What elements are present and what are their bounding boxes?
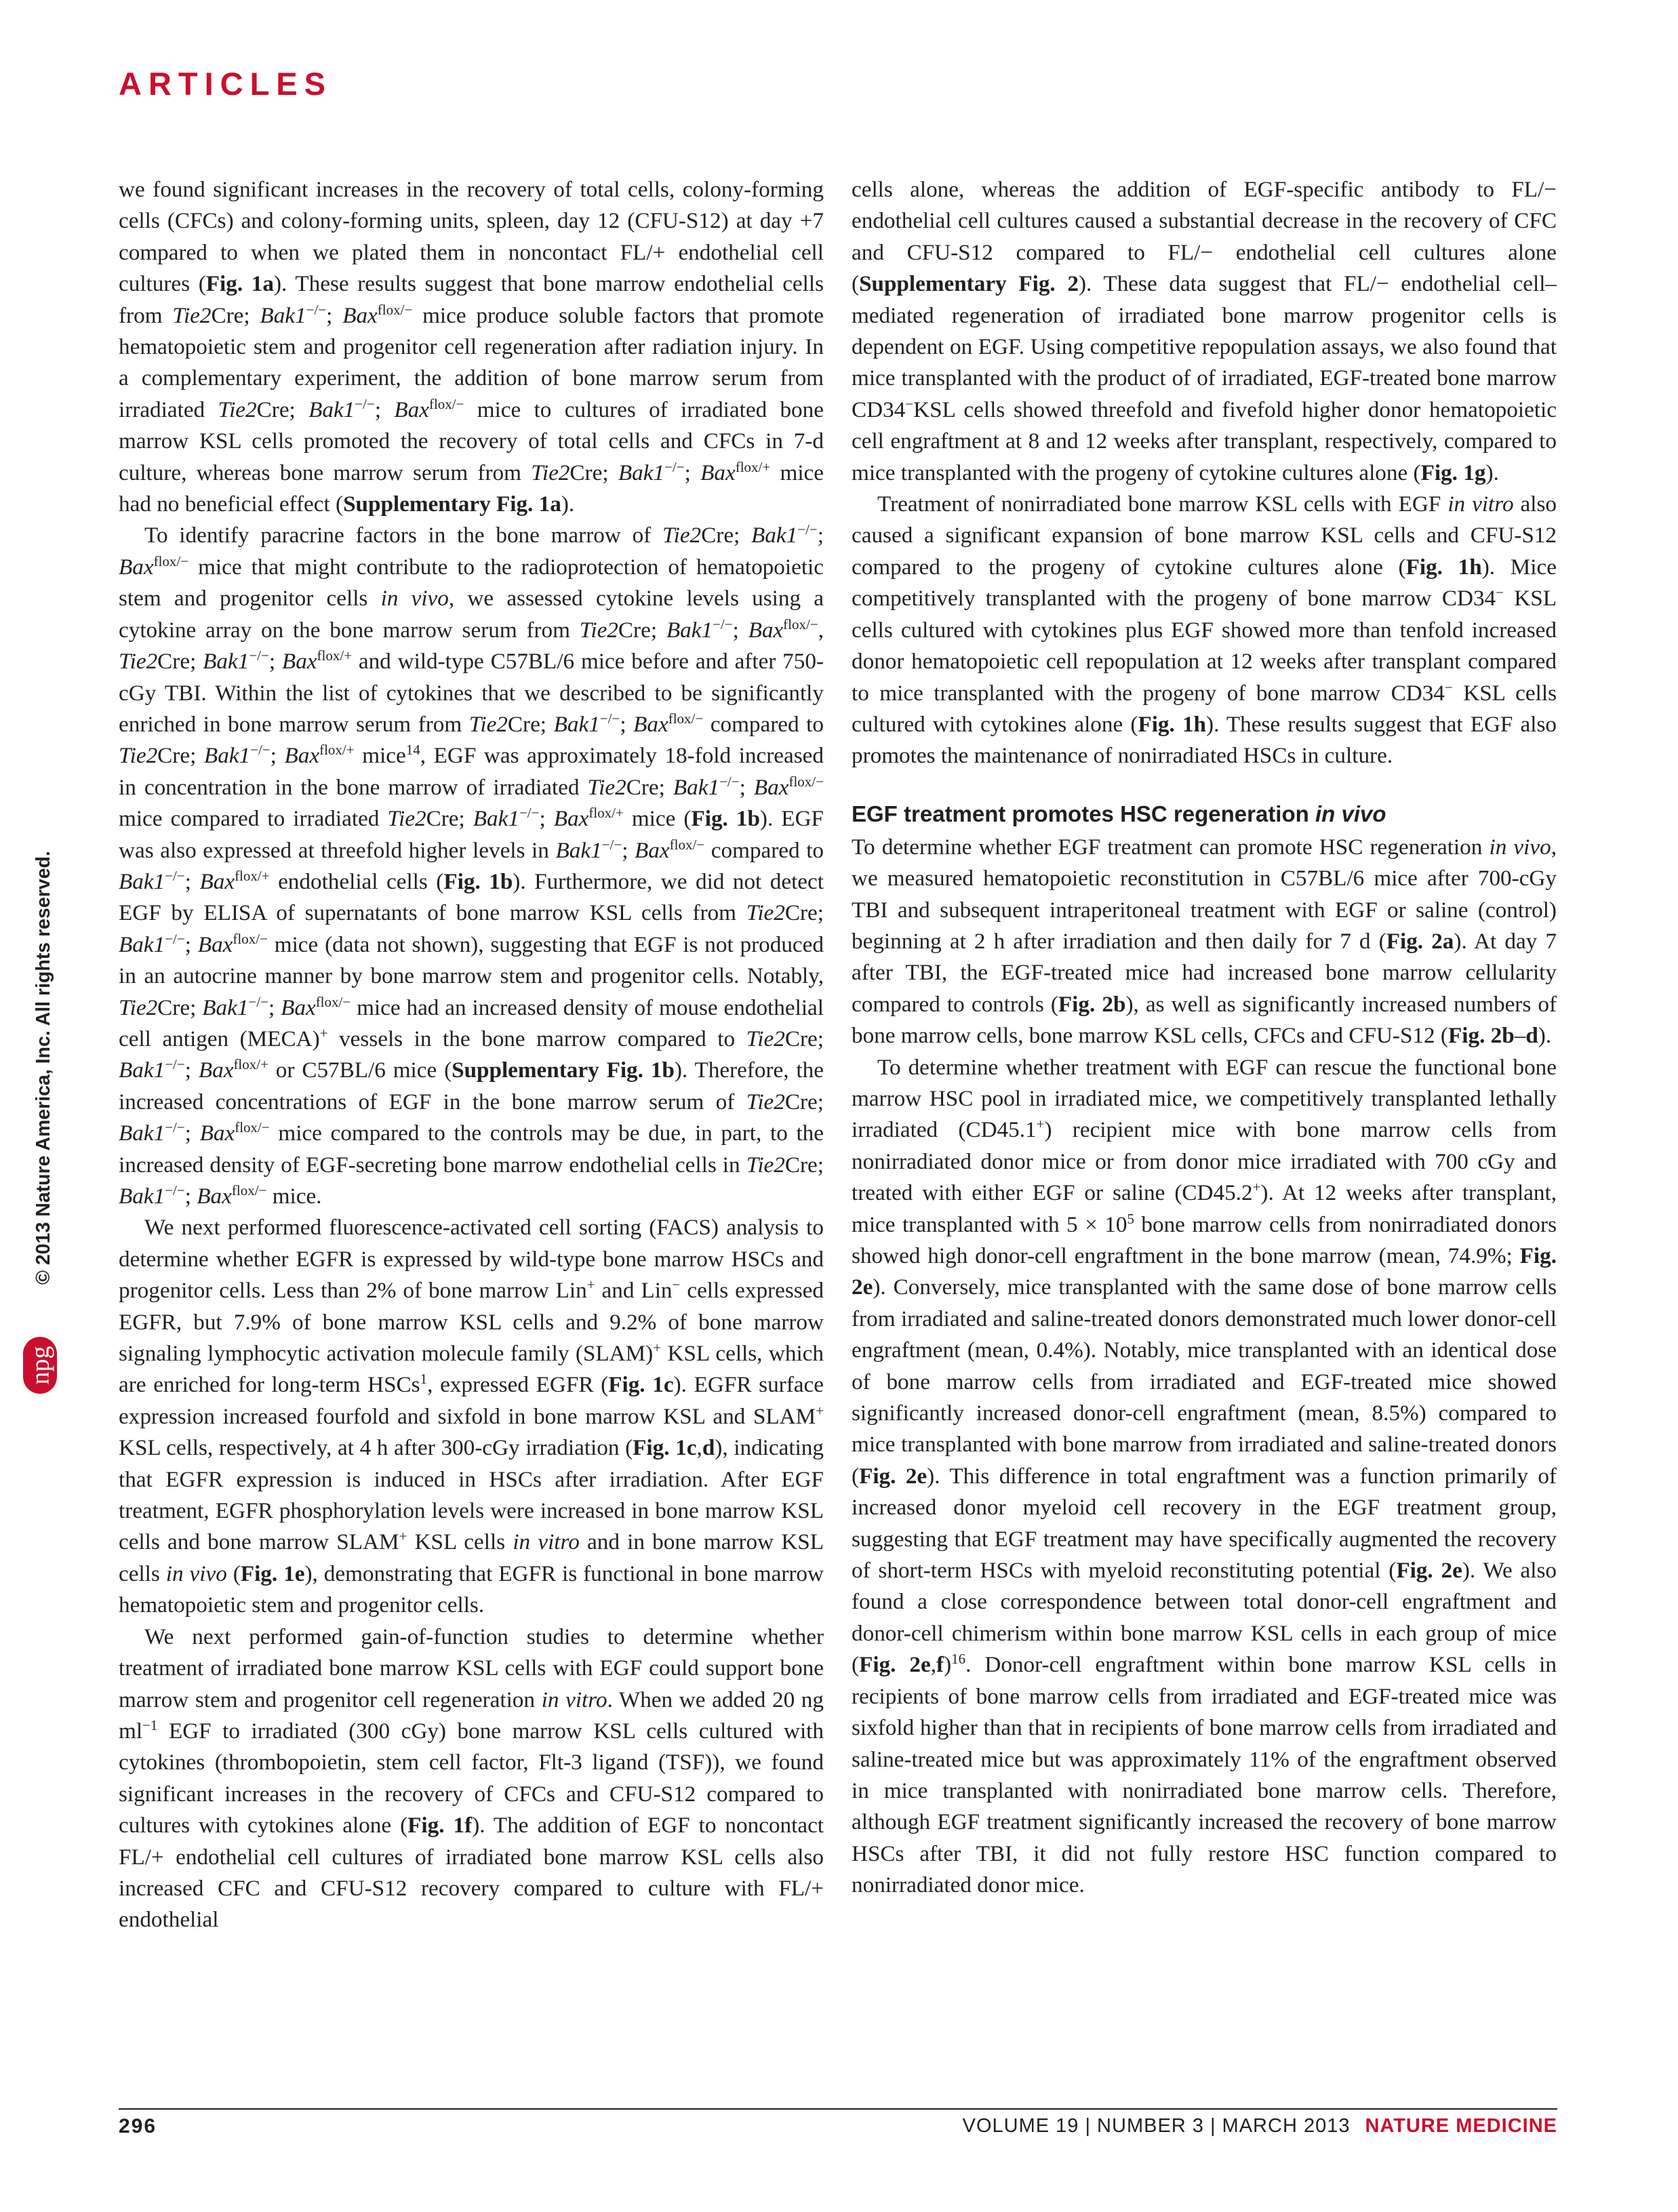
body-paragraph: cells alone, whereas the addition of EGF-specific antibody to FL/− endothelial cell cultures caused a substantial decrease in the recovery of CFC and CFU-S12 compared to FL/− endothelial cell cultures alone (Supplementary Fig. 2). These data suggest that FL/− endothelial cell–mediated regeneration of irradiated bone marrow progenitor cells is dependent on EGF. Using competitive repopulation assays, we also found that mice transplanted with the product of of irradiated, EGF-treated bone marrow CD34−KSL cells showed threefold and fivefold higher donor hematopoietic cell engraftment at 8 and 12 weeks after transplant, respectively, compared to mice transplanted with the progeny of cytokine cultures alone (Fig. 1g). — [852, 177, 1557, 485]
issue-info — [963, 2115, 1557, 2137]
journal-name: NATURE MEDICINE — [1365, 2115, 1557, 2137]
body-paragraph: we found significant increases in the recovery of total cells, colony-forming cells (CFCs) and colony-forming units, spleen, day 12 (CFU-S12) at day +7 compared to when we plated them in noncontact FL/+ endothelial cell cultures (Fig. 1a). These results suggest that bone marrow endothelial cells from Tie2Cre; Bak1−/−; Bax$^{flox/-}$ mice produce soluble factors that promote hematopoietic stem and progenitor cell regeneration after radiation injury. In a complementary experiment, the addition of bone marrow serum from irradiated Tie2Cre; Bak1−/−; Bax$^{flox/-}$ mice to cultures of irradiated bone marrow KSL cells promoted the recovery of total cells and CFCs in 7-d culture, whereas bone marrow serum from Tie2Cre; Bak1−/−; Bax$^{flox/+}$ mice had no beneficial effect (Supplementary Fig. 1a). — [119, 177, 824, 517]
body-paragraph: We next performed fluorescence-activated cell sorting (FACS) analysis to determine whether EGFR is expressed by wild-type bone marrow HSCs and progenitor cells. Less than 2% of bone marrow Lin+ and Lin− cells expressed EGFR, but 7.9% of bone marrow KSL cells and 9.2% of bone marrow signaling lymphocytic activation molecule family (SLAM)+ KSL cells, which are enriched for long-term HSCs$^1$, expressed EGFR (Fig. 1c). EGFR surface expression increased fourfold and sixfold in bone marrow KSL and SLAM+ KSL cells, respectively, at 4 h after 300-cGy irradiation (Fig. 1c,d), indicating that EGFR expression is induced in HSCs after irradiation. After EGF treatment, EGFR phosphorylation levels were increased in bone marrow KSL cells and bone marrow SLAM+ KSL cells in vitro and in bone marrow KSL cells in vivo (Fig. 1e), demonstrating that EGFR is functional in bone marrow hematopoietic stem and progenitor cells. — [119, 1215, 824, 1618]
npg-logo — [23, 1337, 57, 1394]
page-number: 296 — [119, 2115, 157, 2137]
section-heading: EGF treatment promotes HSC regeneration in vivo — [852, 801, 1386, 826]
volume-info: VOLUME 19 | NUMBER 3 | MARCH 2013 — [962, 2115, 1351, 2137]
right-column — [852, 174, 1557, 1902]
footer-rule — [119, 2108, 1557, 2110]
body-paragraph: Treatment of nonirradiated bone marrow KSL cells with EGF in vitro also caused a significant expansion of bone marrow KSL cells and CFU-S12 compared to the progeny of cytokine cultures alone (Fig. 1h). Mice competitively transplanted with the progeny of bone marrow CD34− KSL cells cultured with cytokines plus EGF showed more than tenfold increased donor hematopoietic cell repopulation at 12 weeks after transplant compared to mice transplanted with the progeny of bone marrow CD34− KSL cells cultured with cytokines alone (Fig. 1h). These results suggest that EGF also promotes the maintenance of nonirradiated HSCs in culture. — [852, 491, 1557, 769]
left-column — [119, 174, 824, 1936]
npg-logo-text: npg — [26, 1346, 54, 1385]
body-paragraph: To determine whether EGF treatment can promote HSC regeneration in vivo, we measured hematopoietic reconstitution in C57BL/6 mice after 700-cGy TBI and subsequent intraperitoneal treatment with EGF or saline (control) beginning at 2 h after irradiation and then daily for 7 d (Fig. 2a). At day 7 after TBI, the EGF-treated mice had increased bone marrow cellularity compared to controls (Fig. 2b), as well as significantly increased numbers of bone marrow cells, bone marrow KSL cells, CFCs and CFU-S12 (Fig. 2b–d). — [852, 834, 1557, 1049]
body-paragraph: We next performed gain-of-function studies to determine whether treatment of irradiated bone marrow KSL cells with EGF could support bone marrow stem and progenitor cell regeneration in vitro. When we added 20 ng $ml^{-1}$ EGF to irradiated (300 cGy) bone marrow KSL cells cultured with cytokines (thrombopoietin, stem cell factor, Flt-3 ligand (TSF)), we found significant increases in the recovery of CFCs and CFU-S12 compared to cultures with cytokines alone (Fig. 1f). The addition of EGF to noncontact FL/+ endothelial cell cultures of irradiated bone marrow KSL cells also increased CFC and CFU-S12 recovery compared to culture with FL/+ endothelial — [119, 1624, 824, 1933]
body-paragraph: To determine whether treatment with EGF can rescue the functional bone marrow HSC pool in irradiated mice, we competitively transplanted lethally irradiated (CD45.1+) recipient mice with bone marrow cells from nonirradiated donor mice or from donor mice irradiated with 700 cGy and treated with either EGF or saline (CD45.2+). At 12 weeks after transplant, mice transplanted with $5 \times 10^5$ bone marrow cells from nonirradiated donors showed high donor-cell engraftment in the bone marrow (mean, 74.9%; Fig. 2e). Conversely, mice transplanted with the same dose of bone marrow cells from irradiated and saline-treated donors demonstrated much lower donor-cell engraftment (mean, 0.4%). Notably, mice transplanted with an identical dose of bone marrow cells from irradiated and EGF-treated mice showed significantly increased donor-cell engraftment (mean, 8.5%) compared to mice transplanted with bone marrow from irradiated and saline-treated donors (Fig. 2e). This difference in total engraftment was a function primarily of increased donor myeloid cell recovery in the EGF treatment group, suggesting that EGF treatment may have specifically augmented the recovery of short-term HSCs with myeloid reconstituting potential (Fig. 2e). We also found a close correspondence between total donor-cell engraftment and donor-cell chimerism within bone marrow KSL cells in each group of mice (Fig. 2e,f)$^{16}$. Donor-cell engraftment within bone marrow KSL cells in recipients of bone marrow cells from irradiated and EGF-treated mice was sixfold higher than that in recipients of bone marrow cells from irradiated and saline-treated mice but was approximately 11% of the engraftment observed in mice transplanted with nonirradiated bone marrow cells. Therefore, although EGF treatment significantly increased the recovery of bone marrow HSCs after TBI, it did not fully restore HSC function compared to nonirradiated donor mice. — [852, 1054, 1557, 1898]
body-paragraph: To identify paracrine factors in the bone marrow of Tie2Cre; Bak1−/−; Bax$^{flox/-}$ mice that might contribute to the radioprotection of hematopoietic stem and progenitor cells in vivo, we assessed cytokine levels using a cytokine array on the bone marrow serum from Tie2Cre; Bak1−/−; Bax$^{flox/-}$, Tie2Cre; Bak1−/−; Bax$^{flox/+}$ and wild-type C57BL/6 mice before and after 750-cGy TBI. Within the list of cytokines that we described to be significantly enriched in bone marrow serum from Tie2Cre; Bak1−/−; Bax$^{flox/-}$ compared to Tie2Cre; Bak1−/−; Bax$^{flox/+}$ mice$^{14}$, EGF was approximately 18-fold increased in concentration in the bone marrow of irradiated Tie2Cre; Bak1−/−; Bax$^{flox/-}$ mice compared to irradiated Tie2Cre; Bak1−/−; Bax$^{flox/+}$ mice (Fig. 1b). EGF was also expressed at threefold higher levels in Bak1−/−; Bax$^{flox/-}$ compared to Bak1−/−; Bax$^{flox/+}$ endothelial cells (Fig. 1b). Furthermore, we did not detect EGF by ELISA of supernatants of bone marrow KSL cells from Tie2Cre; Bak1−/−; Bax$^{flox/-}$ mice (data not shown), suggesting that EGF is not produced in an autocrine manner by bone marrow stem and progenitor cells. Notably, Tie2Cre; Bak1−/−; Bax$^{flox/-}$ mice had an increased density of mouse endothelial cell antigen (MECA)+ vessels in the bone marrow compared to Tie2Cre; Bak1−/−; Bax$^{flox/+}$ or C57BL/6 mice (Supplementary Fig. 1b). Therefore, the increased concentrations of EGF in the bone marrow serum of Tie2Cre; Bak1−/−; Bax$^{flox/-}$ mice compared to the controls may be due, in part, to the increased density of EGF-secreting bone marrow endothelial cells in Tie2Cre; Bak1−/−; Bax$^{flox/-}$ mice. — [119, 521, 824, 1209]
copyright-notice: © 2013 Nature America, Inc. All rights reserved. — [33, 851, 54, 1285]
section-header: ARTICLES — [119, 66, 332, 102]
